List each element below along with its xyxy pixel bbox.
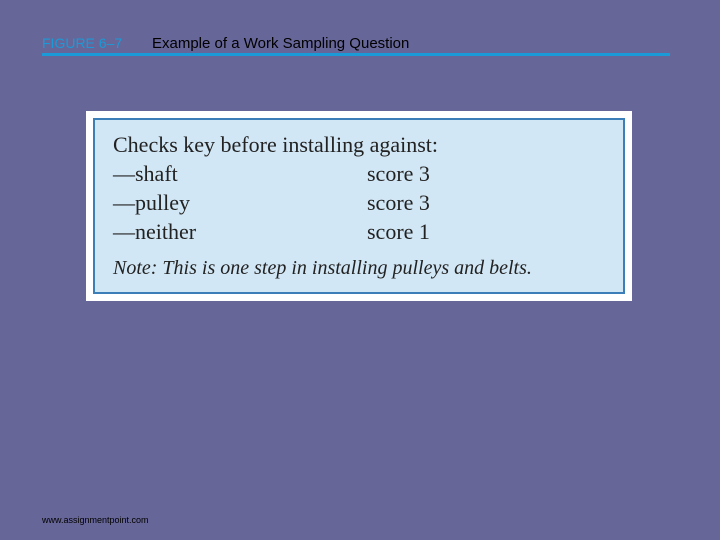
option-score: score 3: [367, 190, 430, 215]
question-heading: Checks key before installing against:: [113, 132, 439, 157]
option-row: [113, 219, 613, 247]
option-score: score 1: [367, 219, 430, 244]
option-row: [113, 161, 613, 189]
option-label: —neither: [113, 219, 197, 244]
question-panel: [93, 118, 625, 294]
footer-url: www.assignmentpoint.com: [42, 515, 149, 525]
option-row: [113, 190, 613, 218]
option-label: —pulley: [113, 190, 190, 215]
figure-label: FIGURE 6–7: [42, 35, 123, 51]
option-label: —shaft: [113, 161, 178, 186]
figure-title: Example of a Work Sampling Question: [152, 35, 410, 52]
question-note: Note: This is one step in installing pulleys and belts.: [113, 257, 532, 279]
title-underline: [42, 53, 670, 56]
option-score: score 3: [367, 161, 430, 186]
question-card: [86, 111, 632, 301]
figure-header: [42, 34, 670, 56]
